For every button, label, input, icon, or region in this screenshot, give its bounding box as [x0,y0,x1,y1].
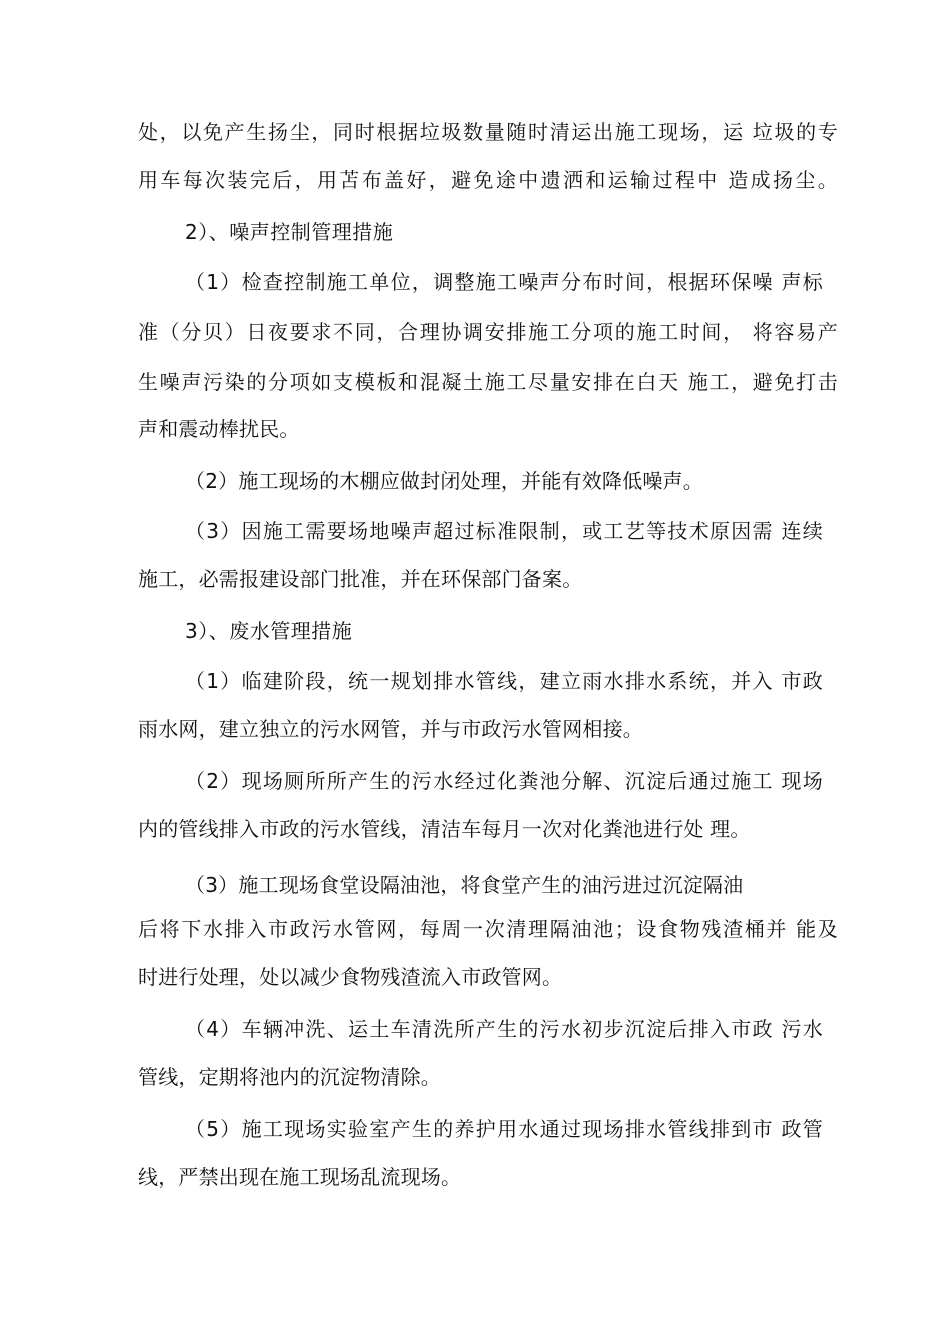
paragraph-line: （4）车辆冲洗、运土车清洗所产生的污水初步沉淀后排入市政 污水 [185,1017,823,1041]
paragraph-line: 管线，定期将池内的沉淀物清除。 [138,1065,441,1089]
paragraph-line: 用车每次装完后，用苫布盖好，避免途中遗洒和运输过程中 造成扬尘。 [138,168,838,192]
paragraph-line: （2）现场厕所所产生的污水经过化粪池分解、沉淀后通过施工 现场 [185,769,823,793]
paragraph-line: 处，以免产生扬尘，同时根据垃圾数量随时清运出施工现场，运 垃圾的专 [138,120,838,144]
paragraph-line: 线，严禁出现在施工现场乱流现场。 [138,1165,462,1189]
paragraph-line: （3）施工现场食堂设隔油池，将食堂产生的油污进过沉淀隔油 [185,873,744,897]
paragraph-line: （5）施工现场实验室产生的养护用水通过现场排水管线排到市 政管 [185,1117,823,1141]
paragraph-line: 声和震动棒扰民。 [138,417,300,441]
paragraph-line: （3）因施工需要场地噪声超过标准限制，或工艺等技术原因需 连续 [185,519,823,543]
section-heading-wastewater: 3）、废水管理措施 [185,619,353,643]
paragraph-line: 施工，必需报建设部门批准，并在环保部门备案。 [138,567,583,591]
paragraph-line: 生噪声污染的分项如支模板和混凝土施工尽量安排在白天 施工，避免打击 [138,370,838,394]
paragraph-line: （2）施工现场的木棚应做封闭处理，并能有效降低噪声。 [185,469,703,493]
section-heading-noise: 2）、噪声控制管理措施 [185,220,394,244]
paragraph-line: 时进行处理，处以减少食物残渣流入市政管网。 [138,965,563,989]
paragraph-line: （1）临建阶段，统一规划排水管线，建立雨水排水系统，并入 市政 [185,669,823,693]
paragraph-line: 准（分贝）日夜要求不同，合理协调安排施工分项的施工时间， 将容易产 [138,320,838,344]
paragraph-line: 内的管线排入市政的污水管线，清洁车每月一次对化粪池进行处 理。 [138,817,751,841]
paragraph-line: 后将下水排入市政污水管网，每周一次清理隔油池；设食物残渣桶并 能及 [138,917,838,941]
paragraph-line: 雨水网，建立独立的污水网管，并与市政污水管网相接。 [138,717,643,741]
paragraph-line: （1）检查控制施工单位，调整施工噪声分布时间，根据环保噪 声标 [185,270,823,294]
